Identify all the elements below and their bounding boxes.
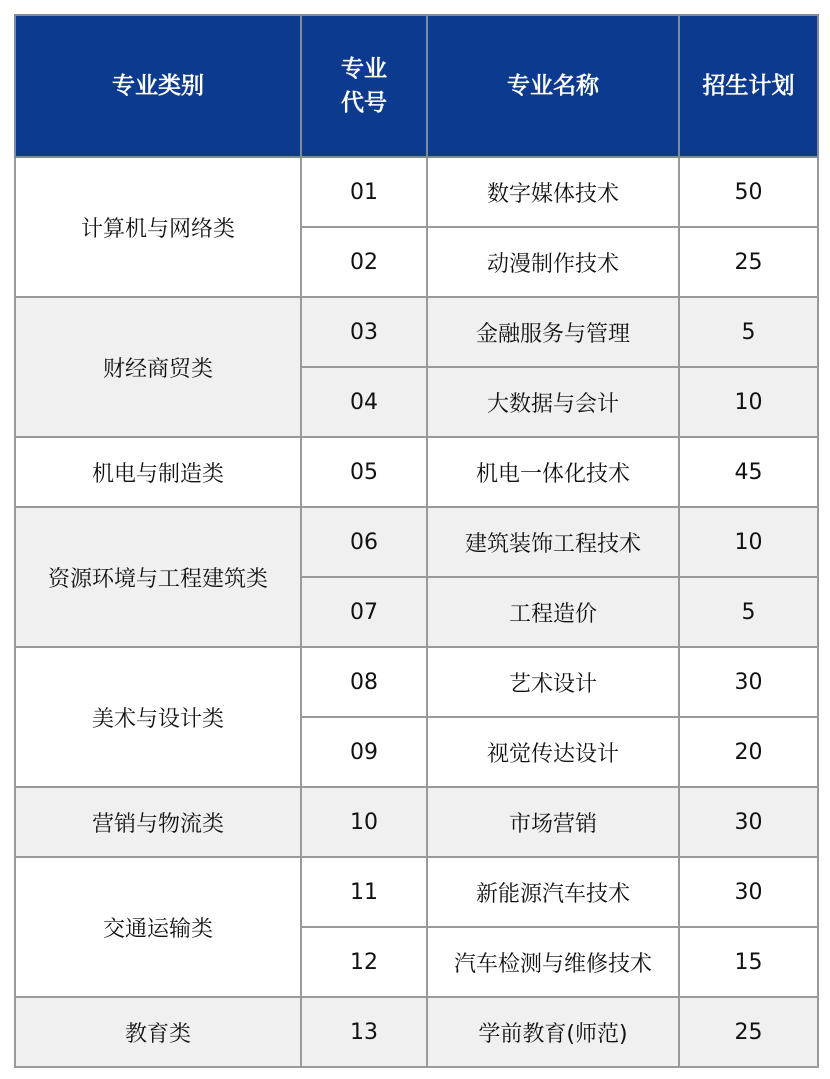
category-cell: 营销与物流类 — [15, 787, 301, 857]
code-cell: 05 — [301, 437, 427, 507]
header-row — [15, 15, 818, 157]
header-code-line2: 代号 — [341, 90, 387, 116]
major-name-cell: 学前教育(师范) — [427, 997, 679, 1067]
major-name-cell: 艺术设计 — [427, 647, 679, 717]
code-cell: 03 — [301, 297, 427, 367]
enrollment-table — [14, 14, 819, 1068]
plan-cell: 20 — [679, 717, 818, 787]
table-row — [15, 647, 818, 717]
category-cell: 计算机与网络类 — [15, 157, 301, 297]
code-cell: 10 — [301, 787, 427, 857]
plan-cell: 5 — [679, 297, 818, 367]
major-name-cell: 机电一体化技术 — [427, 437, 679, 507]
code-cell: 11 — [301, 857, 427, 927]
code-cell: 01 — [301, 157, 427, 227]
table-row — [15, 857, 818, 927]
category-cell: 机电与制造类 — [15, 437, 301, 507]
table-row — [15, 787, 818, 857]
major-name-cell: 新能源汽车技术 — [427, 857, 679, 927]
plan-cell: 10 — [679, 507, 818, 577]
code-cell: 08 — [301, 647, 427, 717]
major-name-cell: 汽车检测与维修技术 — [427, 927, 679, 997]
table-row — [15, 437, 818, 507]
header-category: 专业类别 — [15, 15, 301, 157]
code-cell: 13 — [301, 997, 427, 1067]
major-name-cell: 金融服务与管理 — [427, 297, 679, 367]
header-code — [301, 15, 427, 157]
table-row — [15, 997, 818, 1067]
major-name-cell: 视觉传达设计 — [427, 717, 679, 787]
plan-cell: 25 — [679, 227, 818, 297]
major-name-cell: 数字媒体技术 — [427, 157, 679, 227]
code-cell: 09 — [301, 717, 427, 787]
plan-cell: 30 — [679, 857, 818, 927]
category-cell: 财经商贸类 — [15, 297, 301, 437]
table-row — [15, 157, 818, 227]
code-cell: 02 — [301, 227, 427, 297]
major-name-cell: 建筑装饰工程技术 — [427, 507, 679, 577]
plan-cell: 50 — [679, 157, 818, 227]
code-cell: 07 — [301, 577, 427, 647]
category-cell: 美术与设计类 — [15, 647, 301, 787]
category-cell: 交通运输类 — [15, 857, 301, 997]
major-name-cell: 大数据与会计 — [427, 367, 679, 437]
plan-cell: 10 — [679, 367, 818, 437]
major-name-cell: 工程造价 — [427, 577, 679, 647]
header-code-line1: 专业 — [341, 56, 387, 82]
plan-cell: 15 — [679, 927, 818, 997]
header-name: 专业名称 — [427, 15, 679, 157]
category-cell: 资源环境与工程建筑类 — [15, 507, 301, 647]
plan-cell: 25 — [679, 997, 818, 1067]
table-row — [15, 297, 818, 367]
plan-cell: 45 — [679, 437, 818, 507]
code-cell: 04 — [301, 367, 427, 437]
plan-cell: 5 — [679, 577, 818, 647]
major-name-cell: 动漫制作技术 — [427, 227, 679, 297]
header-plan: 招生计划 — [679, 15, 818, 157]
plan-cell: 30 — [679, 647, 818, 717]
category-cell: 教育类 — [15, 997, 301, 1067]
major-name-cell: 市场营销 — [427, 787, 679, 857]
code-cell: 12 — [301, 927, 427, 997]
plan-cell: 30 — [679, 787, 818, 857]
code-cell: 06 — [301, 507, 427, 577]
table-row — [15, 507, 818, 577]
